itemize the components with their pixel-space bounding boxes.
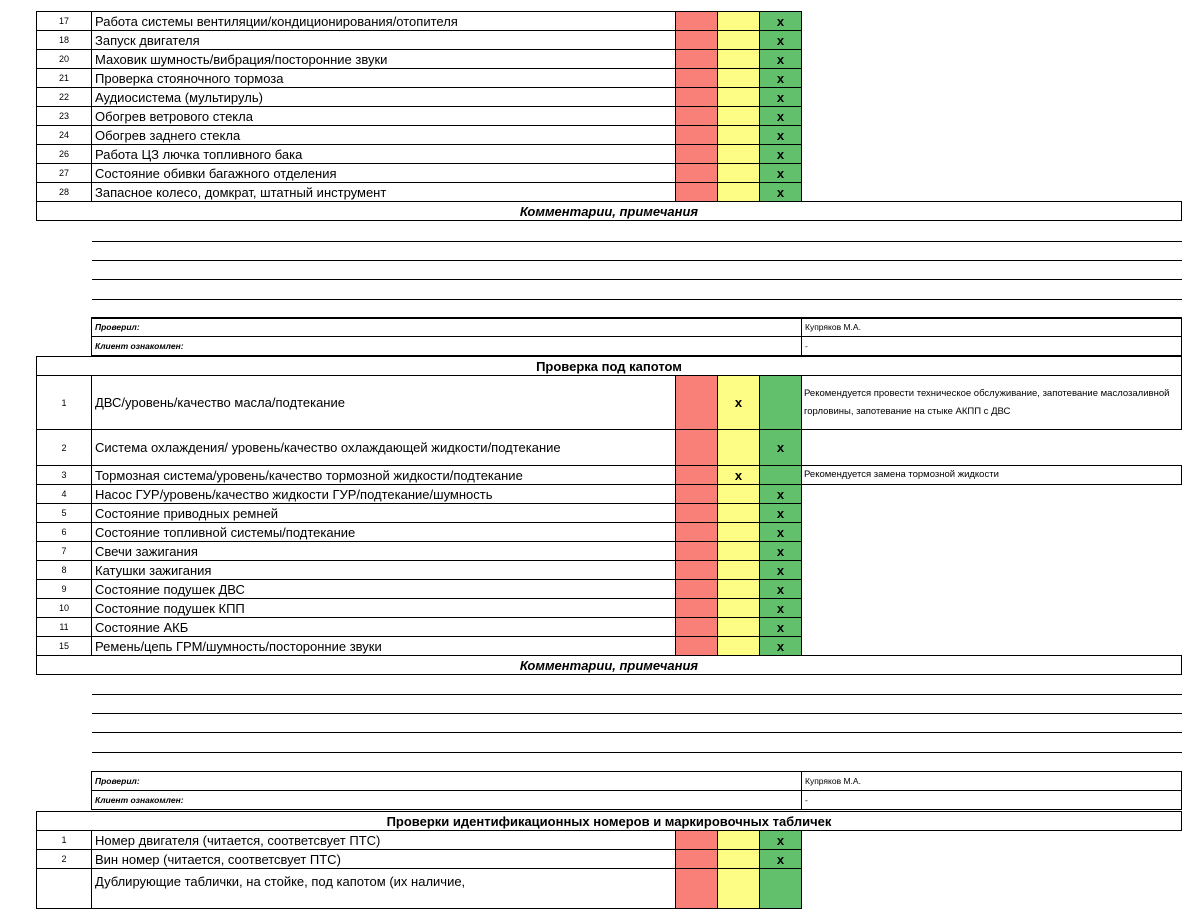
table-row: [0, 869, 1200, 909]
table-row: [0, 523, 1200, 542]
check-mark: x: [776, 832, 785, 848]
status-red-cell[interactable]: [675, 68, 718, 88]
table-row: [0, 599, 1200, 618]
table-row: [0, 580, 1200, 599]
table-row: [0, 31, 1200, 50]
row-number: 17: [36, 11, 92, 31]
row-label: Работа ЦЗ лючка топливного бака: [91, 144, 676, 164]
row-label: Состояние АКБ: [91, 617, 676, 637]
row-note: Рекомендуется провести техническое обслуживание, запотевание маслозаливной горловины, запотевание на стыке АКПП с ДВС: [801, 375, 1182, 430]
row-number: 1: [36, 830, 92, 850]
check-mark: x: [776, 146, 785, 162]
table-row: [0, 637, 1200, 656]
status-red-cell[interactable]: [675, 598, 718, 618]
status-green-cell[interactable]: [759, 144, 802, 164]
check-mark: x: [776, 543, 785, 559]
row-label: Аудиосистема (мультируль): [91, 87, 676, 107]
status-green-cell[interactable]: [759, 849, 802, 869]
comment-line[interactable]: [92, 694, 1182, 695]
row-number: 15: [36, 636, 92, 656]
status-red-cell[interactable]: [675, 429, 718, 466]
row-number: 23: [36, 106, 92, 126]
status-green-cell[interactable]: [759, 522, 802, 542]
status-green-cell[interactable]: [759, 125, 802, 145]
table-row: [0, 69, 1200, 88]
row-number: 2: [36, 849, 92, 869]
status-yellow-cell[interactable]: [717, 429, 760, 466]
row-number: 24: [36, 125, 92, 145]
comment-line[interactable]: [92, 752, 1182, 753]
row-label: Тормозная система/уровень/качество тормозной жидкости/подтекание: [91, 465, 676, 485]
status-yellow-cell[interactable]: [717, 617, 760, 637]
row-number: 10: [36, 598, 92, 618]
status-green-cell[interactable]: [759, 617, 802, 637]
status-red-cell[interactable]: [675, 30, 718, 50]
row-number: 7: [36, 541, 92, 561]
check-mark: x: [734, 395, 743, 410]
status-green-cell[interactable]: [759, 375, 802, 430]
client-acknowledged-value[interactable]: -: [801, 790, 1182, 810]
row-number: 22: [36, 87, 92, 107]
status-green-cell[interactable]: [759, 163, 802, 183]
status-green-cell[interactable]: [759, 465, 802, 485]
status-yellow-cell[interactable]: [717, 49, 760, 69]
row-label: Система охлаждения/ уровень/качество охлаждающей жидкости/подтекание: [91, 429, 676, 466]
check-mark: x: [776, 524, 785, 540]
status-green-cell[interactable]: [759, 182, 802, 202]
table-row: [0, 126, 1200, 145]
client-acknowledged-label: Клиент ознакомлен:: [91, 336, 802, 356]
status-yellow-cell[interactable]: [717, 144, 760, 164]
row-label: Номер двигателя (читается, соответсвует ПТС): [91, 830, 676, 850]
status-red-cell[interactable]: [675, 541, 718, 561]
status-red-cell[interactable]: [675, 560, 718, 580]
status-yellow-cell[interactable]: [717, 484, 760, 504]
comment-line[interactable]: [92, 732, 1182, 733]
row-number: [36, 868, 92, 909]
row-number: 20: [36, 49, 92, 69]
status-yellow-cell[interactable]: [717, 849, 760, 869]
status-red-cell[interactable]: [675, 375, 718, 430]
client-acknowledged-label: Клиент ознакомлен:: [91, 790, 802, 810]
status-red-cell[interactable]: [675, 484, 718, 504]
status-green-cell[interactable]: [759, 636, 802, 656]
row-label: Работа системы вентиляции/кондиционирования/отопителя: [91, 11, 676, 31]
table-row: [0, 466, 1200, 485]
status-red-cell[interactable]: [675, 11, 718, 31]
section-title-identification: Проверки идентификационных номеров и маркировочных табличек: [36, 811, 1182, 831]
row-label: Дублирующие таблички, на стойке, под капотом (их наличие,: [91, 868, 676, 909]
table-row: [0, 88, 1200, 107]
status-green-cell[interactable]: [759, 106, 802, 126]
status-green-cell[interactable]: [759, 560, 802, 580]
row-note: Рекомендуется замена тормозной жидкости: [801, 465, 1182, 485]
row-label: Вин номер (читается, соответсвует ПТС): [91, 849, 676, 869]
status-yellow-cell[interactable]: [717, 503, 760, 523]
check-mark: x: [776, 89, 785, 105]
check-mark: x: [776, 127, 785, 143]
row-label: Запуск двигателя: [91, 30, 676, 50]
status-yellow-cell[interactable]: [717, 375, 760, 430]
status-yellow-cell[interactable]: [717, 30, 760, 50]
comment-line[interactable]: [92, 279, 1182, 280]
status-green-cell[interactable]: [759, 598, 802, 618]
table-row: [0, 504, 1200, 523]
row-label: Ремень/цепь ГРМ/шумность/посторонние звуки: [91, 636, 676, 656]
row-number: 26: [36, 144, 92, 164]
row-number: 9: [36, 579, 92, 599]
table-row: [0, 850, 1200, 869]
check-mark: x: [776, 486, 785, 502]
comment-line[interactable]: [92, 713, 1182, 714]
row-number: 11: [36, 617, 92, 637]
table-row: [0, 12, 1200, 31]
check-mark: x: [776, 440, 785, 455]
table-row: [0, 831, 1200, 850]
table-row: [0, 618, 1200, 637]
status-green-cell[interactable]: [759, 429, 802, 466]
comment-line[interactable]: [92, 241, 1182, 242]
check-mark: x: [776, 32, 785, 48]
status-red-cell[interactable]: [675, 106, 718, 126]
table-row: [0, 561, 1200, 580]
row-number: 5: [36, 503, 92, 523]
status-yellow-cell[interactable]: [717, 465, 760, 485]
status-red-cell[interactable]: [675, 125, 718, 145]
row-number: 6: [36, 522, 92, 542]
status-yellow-cell[interactable]: [717, 636, 760, 656]
status-yellow-cell[interactable]: [717, 182, 760, 202]
status-green-cell[interactable]: [759, 868, 802, 909]
status-red-cell[interactable]: [675, 49, 718, 69]
section-title-hood: Проверка под капотом: [36, 356, 1182, 376]
table-row: [0, 164, 1200, 183]
row-label: Состояние топливной системы/подтекание: [91, 522, 676, 542]
row-number: 1: [36, 375, 92, 430]
status-yellow-cell[interactable]: [717, 125, 760, 145]
status-yellow-cell[interactable]: [717, 522, 760, 542]
row-label: Маховик шумность/вибрация/посторонние звуки: [91, 49, 676, 69]
check-mark: x: [776, 600, 785, 616]
row-label: Состояние подушек ДВС: [91, 579, 676, 599]
status-yellow-cell[interactable]: [717, 68, 760, 88]
status-green-cell[interactable]: [759, 503, 802, 523]
status-red-cell[interactable]: [675, 522, 718, 542]
table-row: [0, 430, 1200, 466]
status-green-cell[interactable]: [759, 484, 802, 504]
check-mark: x: [776, 638, 785, 654]
status-red-cell[interactable]: [675, 617, 718, 637]
status-green-cell[interactable]: [759, 541, 802, 561]
row-number: 28: [36, 182, 92, 202]
row-label: Свечи зажигания: [91, 541, 676, 561]
row-label: Запасное колесо, домкрат, штатный инструмент: [91, 182, 676, 202]
row-number: 18: [36, 30, 92, 50]
table-row: [0, 542, 1200, 561]
row-label: Обогрев ветрового стекла: [91, 106, 676, 126]
row-label: Состояние подушек КПП: [91, 598, 676, 618]
row-label: ДВС/уровень/качество масла/подтекание: [91, 375, 676, 430]
table-row: [0, 50, 1200, 69]
comment-line[interactable]: [92, 260, 1182, 261]
status-yellow-cell[interactable]: [717, 598, 760, 618]
row-number: 2: [36, 429, 92, 466]
row-label: Катушки зажигания: [91, 560, 676, 580]
status-red-cell[interactable]: [675, 163, 718, 183]
status-green-cell[interactable]: [759, 11, 802, 31]
checked-by-label: Проверил:: [91, 317, 802, 337]
status-green-cell[interactable]: [759, 30, 802, 50]
row-number: 4: [36, 484, 92, 504]
status-yellow-cell[interactable]: [717, 163, 760, 183]
checked-by-value[interactable]: Купряков М.А.: [801, 771, 1182, 791]
status-red-cell[interactable]: [675, 868, 718, 909]
table-row: [0, 145, 1200, 164]
status-red-cell[interactable]: [675, 849, 718, 869]
row-label: Проверка стояночного тормоза: [91, 68, 676, 88]
comments-header: Комментарии, примечания: [36, 655, 1182, 675]
status-yellow-cell[interactable]: [717, 579, 760, 599]
comment-line[interactable]: [92, 299, 1182, 300]
row-label: Обогрев заднего стекла: [91, 125, 676, 145]
status-yellow-cell[interactable]: [717, 11, 760, 31]
row-number: 3: [36, 465, 92, 485]
table-row: [0, 183, 1200, 202]
row-number: 21: [36, 68, 92, 88]
status-red-cell[interactable]: [675, 503, 718, 523]
row-label: Насос ГУР/уровень/качество жидкости ГУР/подтекание/шумность: [91, 484, 676, 504]
status-red-cell[interactable]: [675, 182, 718, 202]
check-mark: x: [776, 581, 785, 597]
status-red-cell[interactable]: [675, 87, 718, 107]
check-mark: x: [776, 505, 785, 521]
status-red-cell[interactable]: [675, 465, 718, 485]
check-mark: x: [776, 184, 785, 200]
check-mark: x: [776, 851, 785, 867]
status-green-cell[interactable]: [759, 87, 802, 107]
row-number: 27: [36, 163, 92, 183]
checked-by-label: Проверил:: [91, 771, 802, 791]
row-label: Состояние приводных ремней: [91, 503, 676, 523]
check-mark: x: [776, 70, 785, 86]
checked-by-value[interactable]: Купряков М.А.: [801, 317, 1182, 337]
check-mark: x: [776, 51, 785, 67]
status-yellow-cell[interactable]: [717, 87, 760, 107]
status-red-cell[interactable]: [675, 830, 718, 850]
row-number: 8: [36, 560, 92, 580]
check-mark: x: [776, 619, 785, 635]
status-red-cell[interactable]: [675, 144, 718, 164]
client-acknowledged-value[interactable]: -: [801, 336, 1182, 356]
table-row: [0, 107, 1200, 126]
check-mark: x: [734, 467, 743, 483]
check-mark: x: [776, 108, 785, 124]
status-green-cell[interactable]: [759, 830, 802, 850]
status-green-cell[interactable]: [759, 49, 802, 69]
status-yellow-cell[interactable]: [717, 868, 760, 909]
check-mark: x: [776, 165, 785, 181]
check-mark: x: [776, 562, 785, 578]
status-red-cell[interactable]: [675, 636, 718, 656]
status-yellow-cell[interactable]: [717, 830, 760, 850]
table-row: [0, 376, 1200, 430]
row-label: Состояние обивки багажного отделения: [91, 163, 676, 183]
status-yellow-cell[interactable]: [717, 560, 760, 580]
status-green-cell[interactable]: [759, 68, 802, 88]
status-red-cell[interactable]: [675, 579, 718, 599]
table-row: [0, 485, 1200, 504]
status-yellow-cell[interactable]: [717, 541, 760, 561]
comments-header: Комментарии, примечания: [36, 201, 1182, 221]
status-yellow-cell[interactable]: [717, 106, 760, 126]
check-mark: x: [776, 13, 785, 29]
status-green-cell[interactable]: [759, 579, 802, 599]
